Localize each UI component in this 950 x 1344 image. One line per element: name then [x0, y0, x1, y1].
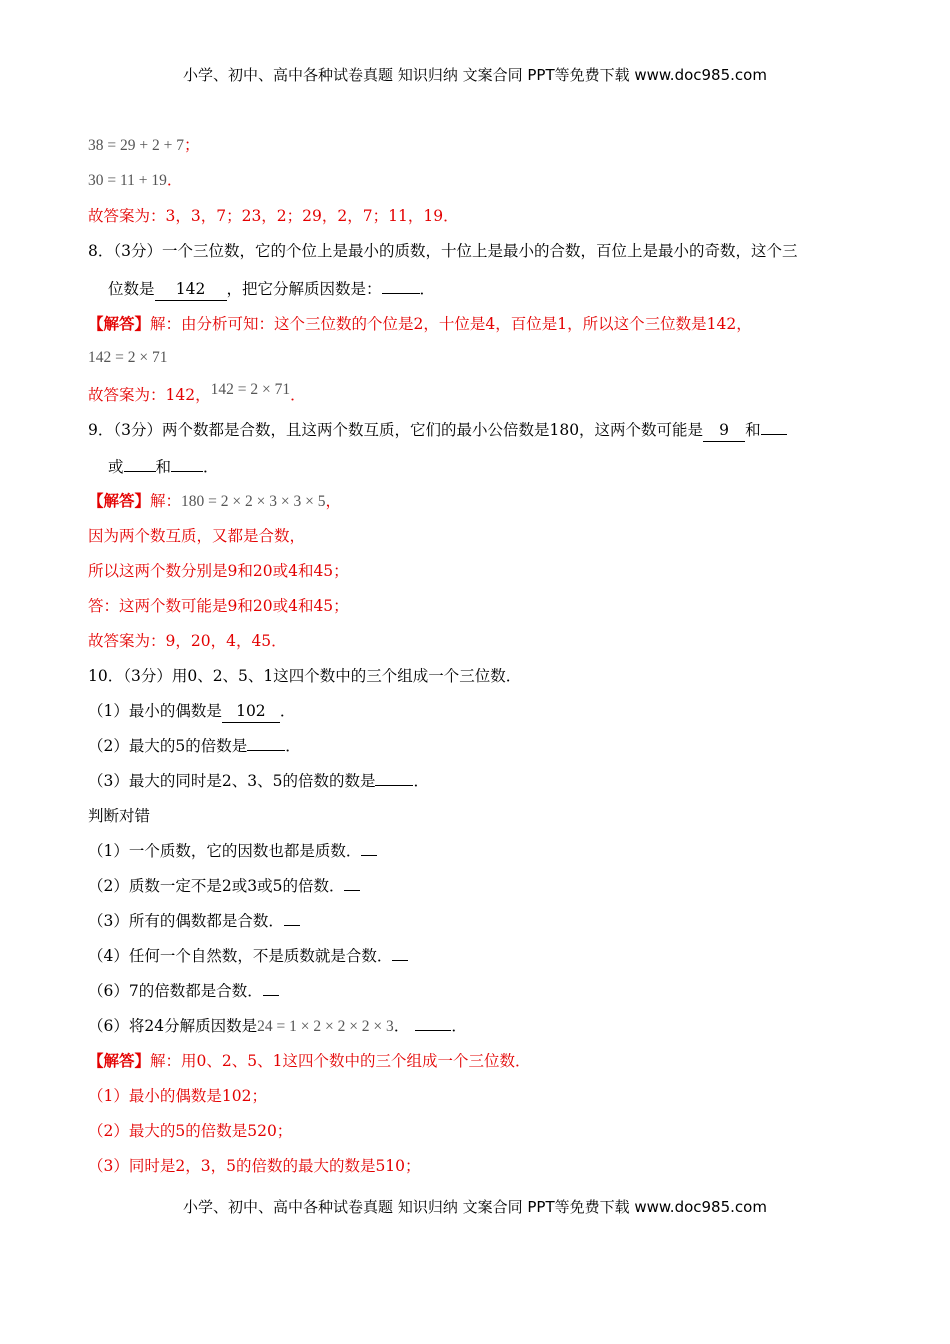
prev-eq1: 38 = 29 + 2 + 7 [88, 137, 184, 154]
q8-solution-text: 解：由分析可知：这个三位数的个位是2，十位是4，百位是1，所以这个三位数是142， [150, 315, 752, 333]
q10-judge-5-text: （6）7的倍数都是合数． [88, 982, 263, 1000]
q8-stem-b: ，把它分解质因数是： [226, 280, 382, 298]
q9-fill-1: 9 [703, 419, 745, 442]
prev-eq1-punct: ； [183, 136, 200, 154]
q10-part3-end: ． [413, 772, 429, 790]
q10-judge-6 [88, 1015, 467, 1038]
prev-eq2-punct: ． [166, 171, 183, 189]
q9-fill-2-blank [761, 419, 787, 435]
q10-judge-1 [88, 840, 377, 862]
q10-judge-5 [88, 980, 279, 1002]
q10-part1-text: （1）最小的偶数是 [88, 702, 222, 720]
q10-judge-4 [88, 945, 408, 967]
q10-part1 [88, 700, 295, 723]
q9-stem2-c: ． [203, 458, 219, 476]
q9-stem-line2 [108, 456, 219, 478]
q8-solution-line [88, 313, 752, 335]
q10-solution-s3: （3）同时是2，3，5的倍数的最大的数是510； [88, 1157, 421, 1175]
q9-solution-l2: 所以这两个数分别是9和20或4和45； [88, 562, 349, 580]
q9-solution-eq: 180 = 2 × 2 × 3 × 3 × 5 [181, 493, 326, 510]
q9-solution-prefix: 解： [150, 492, 182, 510]
q10-part2 [88, 735, 301, 757]
q9-fill-4-blank [171, 456, 203, 472]
prev-answer: 故答案为：3，3，7；23，2；29，2，7；11，19． [88, 207, 459, 225]
prev-eq2-line [88, 169, 182, 192]
q10-judge-6-dot: ． [393, 1017, 410, 1035]
page-footer: 小学、初中、高中各种试卷真题 知识归纳 文案合同 PPT等免费下载 www.doc985.com [183, 1198, 767, 1216]
q8-answer-eq: 142 = 2 × 71 [210, 381, 291, 398]
q10-judge-2-text: （2）质数一定不是2或3或5的倍数． [88, 877, 345, 895]
prev-eq2: 30 = 11 + 19 [88, 172, 167, 189]
q9-solution-l3: 答：这两个数可能是9和20或4和45； [88, 597, 349, 615]
q8-stem: 8．（3分）一个三位数，它的个位上是最小的质数，十位上是最小的合数，百位上是最小的奇数，这个三 [88, 242, 798, 260]
q10-part3 [88, 770, 429, 792]
page-header: 小学、初中、高中各种试卷真题 知识归纳 文案合同 PPT等免费下载 www.doc985.com [183, 66, 767, 84]
q10-solution-s1: （1）最小的偶数是102； [88, 1087, 267, 1105]
q9-answer: 故答案为：9，20，4，45． [88, 632, 287, 650]
q8-eq-line [88, 346, 167, 369]
q8-answer-text: 故答案为：142， [88, 386, 211, 404]
q9-stem-b: 和 [745, 421, 761, 439]
q9-solution-tag: 【解答】 [88, 491, 151, 510]
q10-judge-1-blank [361, 840, 377, 856]
q9-solution-l1: 因为两个数互质，又都是合数， [88, 527, 306, 545]
q10-stem: 10．（3分）用0、2、5、1这四个数中的三个组成一个三位数． [88, 667, 522, 685]
q9-stem-line1 [88, 419, 787, 442]
q10-part1-end: ． [279, 702, 296, 720]
q9-stem-a: 9．（3分）两个数都是合数，且这两个数互质，它们的最小公倍数是180，这两个数可能是 [88, 421, 704, 439]
q10-judge-4-text: （4）任何一个自然数，不是质数就是合数． [88, 947, 393, 965]
q10-judge-3 [88, 910, 300, 932]
q8-answer-line [88, 381, 306, 407]
q10-judge-2-blank [344, 875, 360, 891]
q9-solution-line [88, 490, 341, 513]
q8-stem-a: 位数是 [108, 280, 155, 298]
q10-judge-1-text: （1）一个质数，它的因数也都是质数． [88, 842, 362, 860]
q9-stem2-a: 或 [108, 458, 124, 476]
q8-answer-end: ． [290, 386, 306, 404]
q10-part1-fill: 102 [222, 700, 280, 723]
q10-judge-2 [88, 875, 360, 897]
q8-stem-c: ． [419, 280, 436, 298]
prev-eq1-line [88, 134, 200, 157]
q9-fill-3-blank [124, 456, 156, 472]
q9-solution-end: ， [325, 492, 342, 510]
q8-fill-2-blank [382, 278, 420, 294]
q10-part3-text: （3）最大的同时是2、3、5的倍数的数是 [88, 772, 376, 790]
q10-judge-6-text: （6）将24分解质因数是 [88, 1017, 258, 1035]
q10-judge-title: 判断对错 [88, 807, 151, 825]
q10-judge-3-blank [284, 910, 300, 926]
q10-solution-tag: 【解答】 [88, 1051, 151, 1070]
q10-part2-end: ． [285, 737, 301, 755]
q10-judge-6-blank [415, 1015, 451, 1031]
q10-part3-blank [375, 770, 413, 786]
q10-judge-4-blank [392, 945, 408, 961]
q10-part2-text: （2）最大的5的倍数是 [88, 737, 248, 755]
q9-stem2-b: 和 [155, 458, 172, 476]
q10-solution-s2: （2）最大的5的倍数是520； [88, 1122, 293, 1140]
q8-fill-1: 142 [155, 278, 227, 301]
q10-judge-5-blank [263, 980, 279, 996]
q10-judge-3-text: （3）所有的偶数都是合数． [88, 912, 284, 930]
q10-solution-line [88, 1050, 530, 1072]
q10-judge-6-end: ． [451, 1017, 467, 1035]
q8-stem-line2 [108, 278, 435, 301]
q10-judge-6-eq: 24 = 1 × 2 × 2 × 2 × 3 [257, 1018, 394, 1035]
q8-eq: 142 = 2 × 71 [88, 349, 168, 366]
q10-part2-blank [247, 735, 285, 751]
q8-solution-tag: 【解答】 [88, 314, 151, 333]
q10-solution-text: 解：用0、2、5、1这四个数中的三个组成一个三位数． [150, 1052, 531, 1070]
